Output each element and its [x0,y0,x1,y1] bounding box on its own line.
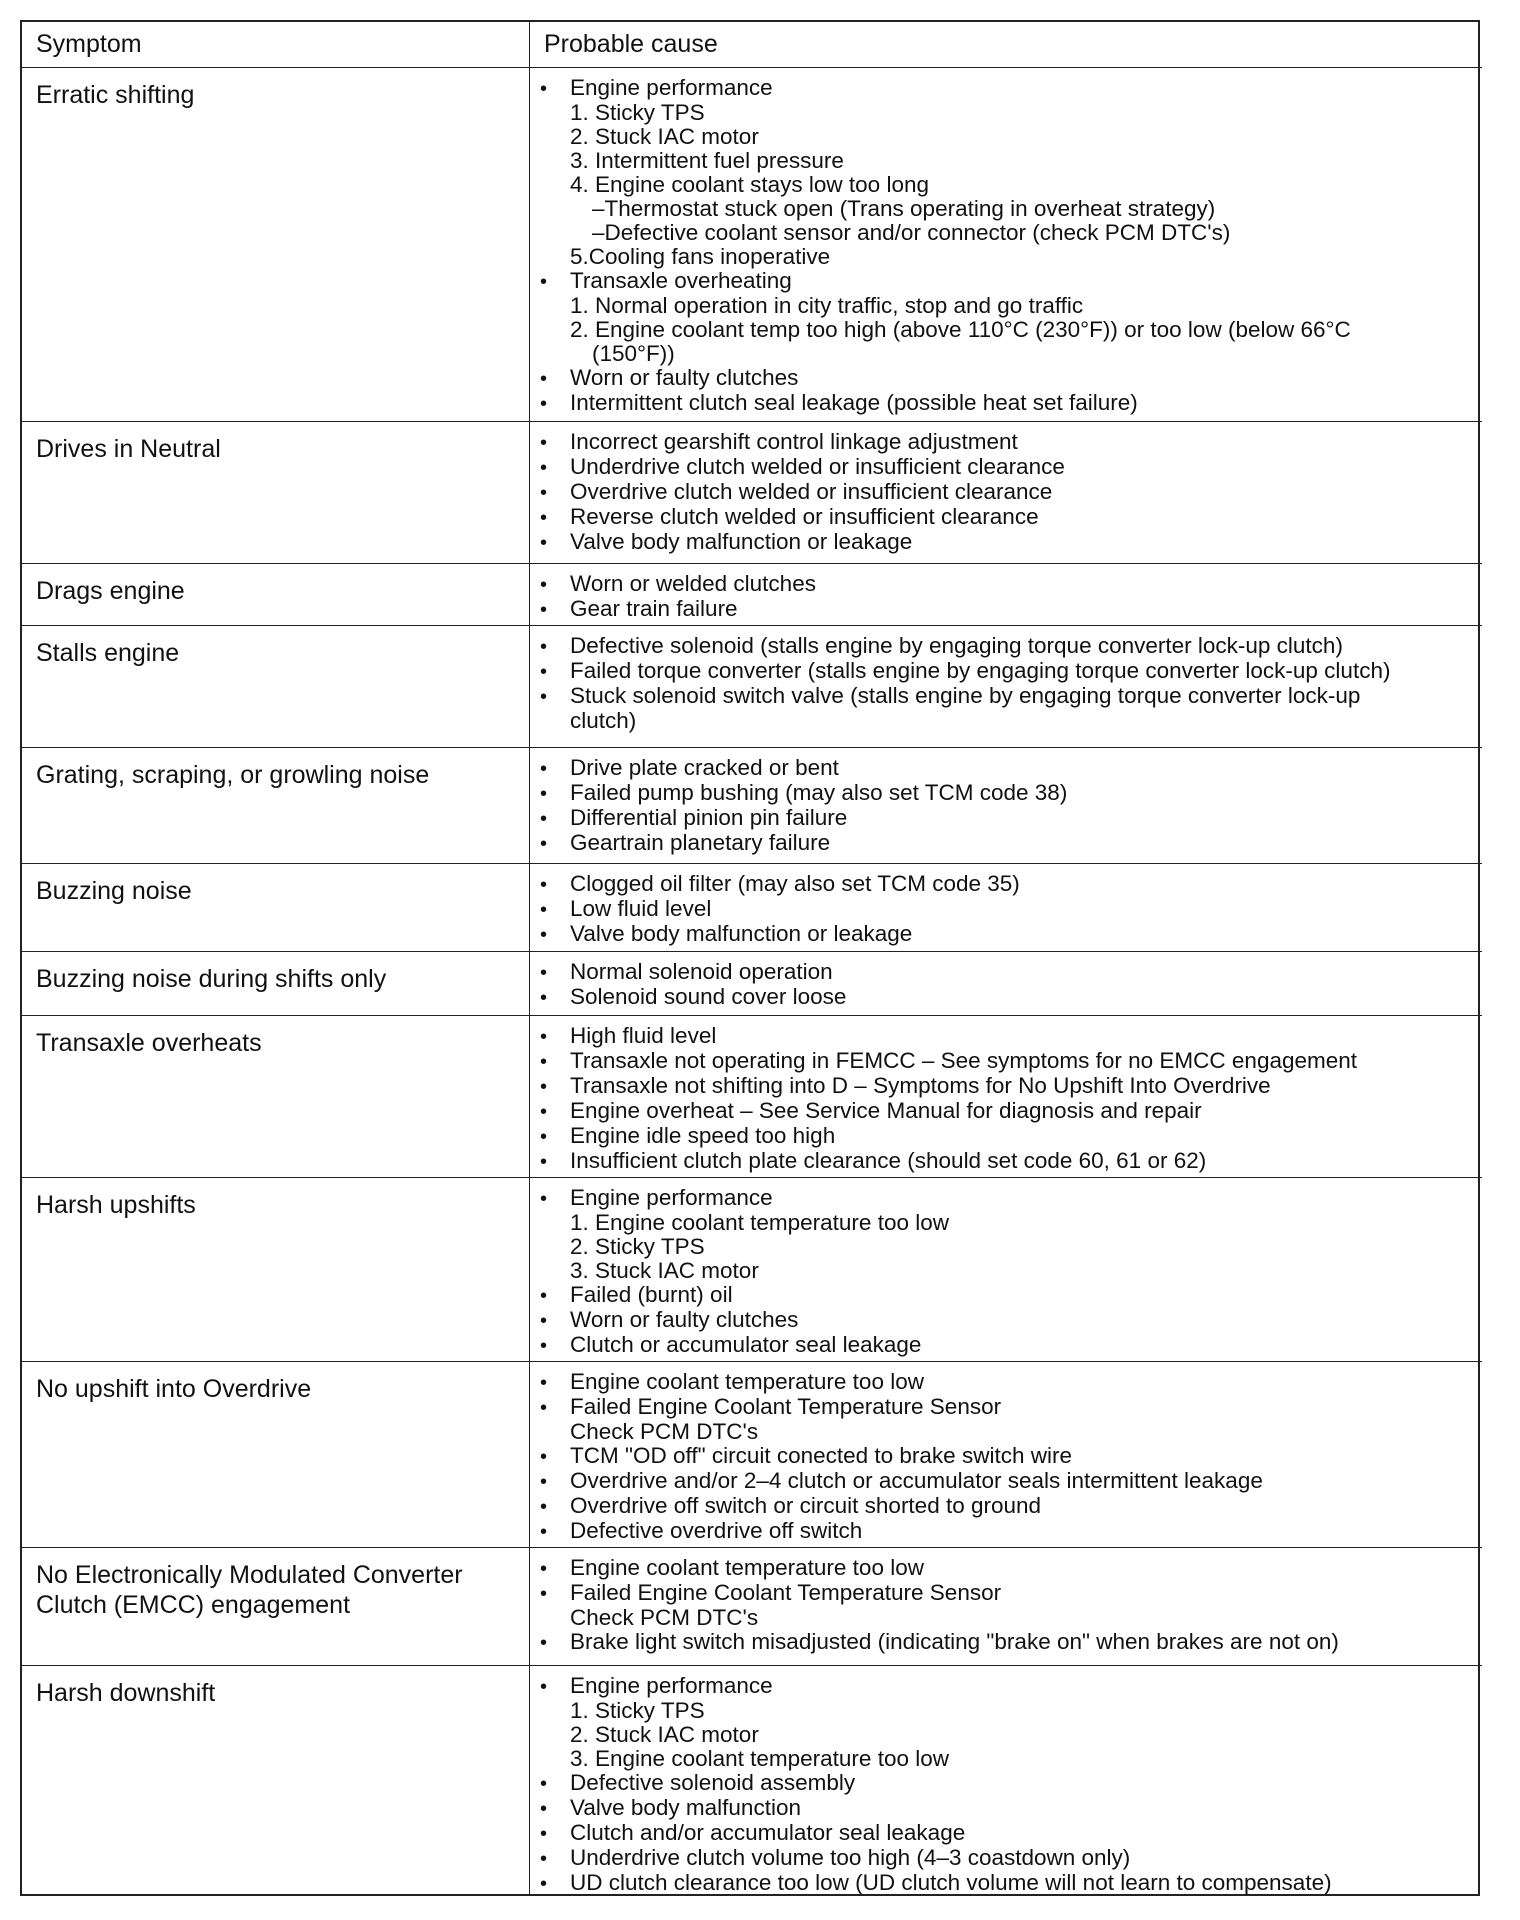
bullet-cause: • Engine idle speed too high [540,1124,1476,1149]
symptom-cell: Drags engine [22,564,530,626]
numbered-cause: 3. Stuck IAC motor [570,1258,759,1283]
bullet-cause: • Solenoid sound cover loose [540,985,1476,1010]
bullet-cause: • Engine performance [540,1186,1476,1211]
numbered-cause: 2. Engine coolant temp too high (above 110°C (230°F)) or too low (below 66°C [570,317,1351,342]
bullet-cause: • Engine overheat – See Service Manual for diagnosis and repair [540,1099,1476,1124]
bullet-cause: • Failed Engine Coolant Temperature Sensor [540,1581,1476,1606]
symptom-cell: No Electronically Modulated Converter Clutch (EMCC) engagement [22,1548,530,1666]
bullet-cause: • Overdrive and/or 2–4 clutch or accumulator seals intermittent leakage [540,1469,1476,1494]
numbered-cause: (150°F)) [592,341,675,366]
bullet-cause: • Insufficient clutch plate clearance (should set code 60, 61 or 62) [540,1149,1476,1174]
bullet-cause: • Gear train failure [540,597,1476,622]
symptom-cell: Transaxle overheats [22,1016,530,1178]
bullet-cause: • Worn or faulty clutches [540,1308,1476,1333]
bullet-cause: • Overdrive off switch or circuit shorted to ground [540,1494,1476,1519]
symptom-cell: Erratic shifting [22,68,530,422]
numbered-cause: Check PCM DTC's [570,1605,759,1630]
bullet-cause: • Failed pump bushing (may also set TCM code 38) [540,781,1476,806]
diagnosis-table [20,20,1480,1896]
header-probable-cause: Probable cause [530,22,1482,68]
bullet-cause: • Intermittent clutch seal leakage (possible heat set failure) [540,391,1476,416]
bullet-cause: • Brake light switch misadjusted (indicating "brake on" when brakes are not on) [540,1630,1476,1655]
bullet-cause: • Reverse clutch welded or insufficient clearance [540,505,1476,530]
bullet-cause: • Defective overdrive off switch [540,1519,1476,1544]
symptom-cell: No upshift into Overdrive [22,1362,530,1548]
symptom-cell: Harsh upshifts [22,1178,530,1362]
bullet-cause: • Engine performance [540,76,1476,101]
bullet-cause: • Valve body malfunction or leakage [540,922,1476,947]
bullet-cause: • Low fluid level [540,897,1476,922]
bullet-cause: • Underdrive clutch volume too high (4–3 coastdown only) [540,1846,1476,1871]
numbered-cause: 1. Sticky TPS [570,1698,705,1723]
cause-cell [530,564,1482,626]
bullet-cause: • Normal solenoid operation [540,960,1476,985]
symptom-cell: Harsh downshift [22,1666,530,1896]
bullet-cause: • Worn or welded clutches [540,572,1476,597]
cause-cell [530,952,1482,1016]
numbered-cause: 1. Normal operation in city traffic, stop and go traffic [570,293,1084,318]
bullet-cause: • Transaxle overheating [540,269,1476,294]
cause-cell [530,1548,1482,1666]
numbered-cause: 2. Stuck IAC motor [570,124,759,149]
header-symptom: Symptom [22,22,530,68]
cause-cell [530,1666,1482,1896]
bullet-cause: • Engine performance [540,1674,1476,1699]
numbered-cause: 2. Sticky TPS [570,1234,705,1259]
cause-cell [530,68,1482,422]
numbered-cause: –Thermostat stuck open (Trans operating in overheat strategy) [592,196,1216,221]
bullet-cause: • High fluid level [540,1024,1476,1049]
bullet-cause: • Valve body malfunction [540,1796,1476,1821]
numbered-cause: 5.Cooling fans inoperative [570,244,831,269]
bullet-cause: • Failed (burnt) oil [540,1283,1476,1308]
numbered-cause: 2. Stuck IAC motor [570,1722,759,1747]
cause-cell [530,1016,1482,1178]
bullet-cause: • Worn or faulty clutches [540,366,1476,391]
numbered-cause: 4. Engine coolant stays low too long [570,172,929,197]
bullet-cause: • Defective solenoid (stalls engine by engaging torque converter lock-up clutch) [540,634,1476,659]
symptom-cell: Buzzing noise [22,864,530,952]
bullet-cause: • Failed torque converter (stalls engine by engaging torque converter lock-up clutch) [540,659,1476,684]
bullet-cause: • Defective solenoid assembly [540,1771,1476,1796]
numbered-cause: clutch) [570,708,637,733]
symptom-cell: Stalls engine [22,626,530,748]
bullet-cause: • Transaxle not operating in FEMCC – See symptoms for no EMCC engagement [540,1049,1476,1074]
bullet-cause: • Geartrain planetary failure [540,831,1476,856]
bullet-cause: • Differential pinion pin failure [540,806,1476,831]
numbered-cause: 1. Sticky TPS [570,100,705,125]
bullet-cause: • Drive plate cracked or bent [540,756,1476,781]
bullet-cause: • Transaxle not shifting into D – Symptoms for No Upshift Into Overdrive [540,1074,1476,1099]
numbered-cause: –Defective coolant sensor and/or connector (check PCM DTC's) [592,220,1231,245]
bullet-cause: • Incorrect gearshift control linkage adjustment [540,430,1476,455]
symptom-cell: Buzzing noise during shifts only [22,952,530,1016]
bullet-cause: • Clogged oil filter (may also set TCM code 35) [540,872,1476,897]
cause-cell [530,626,1482,748]
bullet-cause: • UD clutch clearance too low (UD clutch volume will not learn to compensate) [540,1871,1476,1896]
symptom-cell: Grating, scraping, or growling noise [22,748,530,864]
cause-cell [530,422,1482,564]
bullet-cause: • Clutch or accumulator seal leakage [540,1333,1476,1358]
bullet-cause: • Engine coolant temperature too low [540,1370,1476,1395]
numbered-cause: 3. Intermittent fuel pressure [570,148,844,173]
bullet-cause: • Stuck solenoid switch valve (stalls engine by engaging torque converter lock-up [540,684,1476,709]
cause-cell [530,1178,1482,1362]
bullet-cause: • Clutch and/or accumulator seal leakage [540,1821,1476,1846]
bullet-cause: • Valve body malfunction or leakage [540,530,1476,555]
cause-cell [530,748,1482,864]
cause-cell [530,1362,1482,1548]
bullet-cause: • Failed Engine Coolant Temperature Sensor [540,1395,1476,1420]
numbered-cause: 3. Engine coolant temperature too low [570,1746,949,1771]
bullet-cause: • TCM "OD off" circuit conected to brake switch wire [540,1444,1476,1469]
bullet-cause: • Engine coolant temperature too low [540,1556,1476,1581]
bullet-cause: • Overdrive clutch welded or insufficient clearance [540,480,1476,505]
cause-cell [530,864,1482,952]
numbered-cause: Check PCM DTC's [570,1419,759,1444]
symptom-cell: Drives in Neutral [22,422,530,564]
bullet-cause: • Underdrive clutch welded or insufficient clearance [540,455,1476,480]
numbered-cause: 1. Engine coolant temperature too low [570,1210,949,1235]
